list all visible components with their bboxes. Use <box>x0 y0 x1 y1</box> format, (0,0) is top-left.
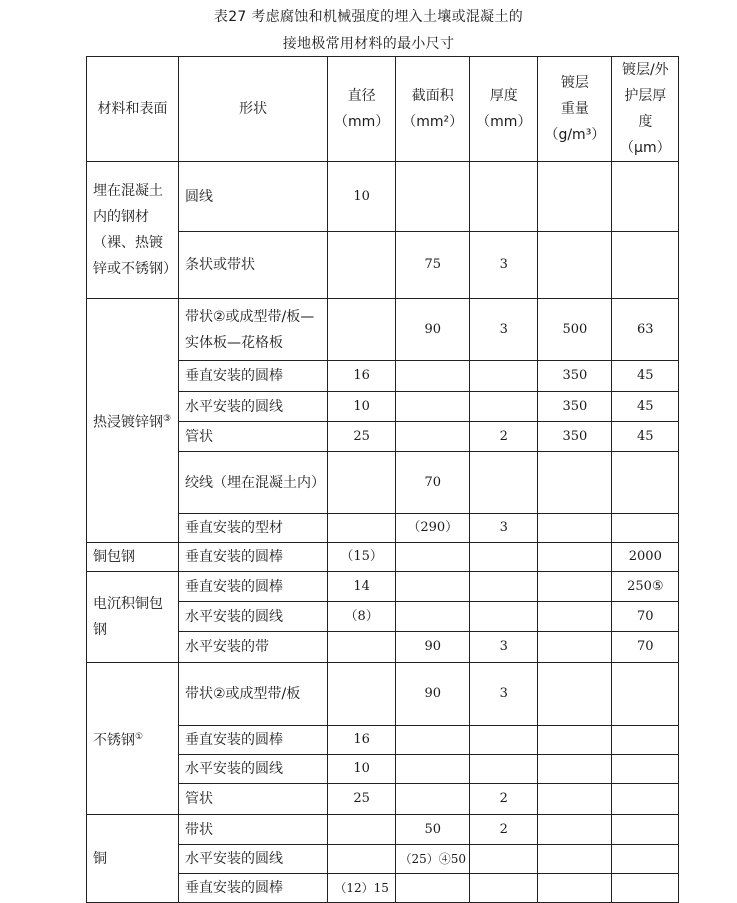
thickness-cell: 3 <box>470 514 538 543</box>
min-size-table <box>86 56 679 903</box>
area-cell: （25）④50 <box>396 845 470 874</box>
diameter-cell: （8） <box>328 602 396 632</box>
material-cell: 热浸镀锌钢③ <box>87 299 179 543</box>
coat-cell: 250⑤ <box>612 572 679 602</box>
coat-cell <box>612 815 679 845</box>
diameter-cell <box>328 232 396 299</box>
thickness-cell <box>470 572 538 602</box>
header-coating-weight: 镀层 重量 （g/m³） <box>538 57 612 162</box>
header-area: 截面积 （mm²） <box>396 57 470 162</box>
diameter-cell: （15） <box>328 543 396 572</box>
area-cell: 90 <box>396 632 470 663</box>
weight-cell <box>538 726 612 755</box>
thickness-cell: 2 <box>470 815 538 845</box>
shape-cell: 圆线 <box>179 162 328 232</box>
area-cell <box>396 755 470 784</box>
material-cell: 埋在混凝土内的钢材（裸、热镀锌或不锈钢） <box>87 162 179 299</box>
diameter-cell: 16 <box>328 726 396 755</box>
diameter-cell <box>328 299 396 361</box>
coat-cell <box>612 784 679 815</box>
weight-cell <box>538 845 612 874</box>
shape-cell: 水平安装的圆线 <box>179 602 328 632</box>
diameter-cell: （12）15 <box>328 874 396 903</box>
area-cell: （290） <box>396 514 470 543</box>
footnote-mark: ① <box>135 731 144 742</box>
table-row <box>87 162 679 232</box>
area-cell <box>396 602 470 632</box>
shape-cell: 绞线（埋在混凝土内） <box>179 452 328 514</box>
thickness-cell <box>470 845 538 874</box>
header-row <box>87 57 679 162</box>
shape-cell: 带状②或成型带/板—实体板—花格板 <box>179 299 328 361</box>
shape-cell: 带状②或成型带/板 <box>179 663 328 726</box>
diameter-cell: 10 <box>328 755 396 784</box>
thickness-cell <box>470 726 538 755</box>
weight-cell <box>538 602 612 632</box>
diameter-cell <box>328 452 396 514</box>
material-cell: 铜 <box>87 815 179 903</box>
weight-cell <box>538 755 612 784</box>
weight-cell <box>538 572 612 602</box>
thickness-cell: 3 <box>470 232 538 299</box>
weight-cell: 350 <box>538 392 612 422</box>
area-cell <box>396 784 470 815</box>
area-cell <box>396 572 470 602</box>
table-row <box>87 543 679 572</box>
shape-cell: 垂直安装的圆棒 <box>179 572 328 602</box>
header-coating-thickness: 镀层/外 护层厚度 （μm） <box>612 57 679 162</box>
header-diameter: 直径 （mm） <box>328 57 396 162</box>
coat-cell <box>612 663 679 726</box>
coat-cell: 45 <box>612 361 679 392</box>
area-cell: 70 <box>396 452 470 514</box>
material-cell: 电沉积铜包钢 <box>87 572 179 663</box>
header-material: 材料和表面 <box>87 57 179 162</box>
table-title-line2: 接地极常用材料的最小尺寸 <box>282 36 455 52</box>
weight-cell: 500 <box>538 299 612 361</box>
shape-cell: 垂直安装的型材 <box>179 514 328 543</box>
coat-cell <box>612 755 679 784</box>
area-cell: 90 <box>396 299 470 361</box>
weight-cell <box>538 452 612 514</box>
diameter-cell: 10 <box>328 162 396 232</box>
area-cell <box>396 361 470 392</box>
header-thickness: 厚度 （mm） <box>470 57 538 162</box>
shape-cell: 水平安装的圆线 <box>179 392 328 422</box>
weight-cell <box>538 663 612 726</box>
coat-cell: 2000 <box>612 543 679 572</box>
weight-cell <box>538 543 612 572</box>
area-cell <box>396 162 470 232</box>
coat-cell <box>612 726 679 755</box>
footnote-mark: ③ <box>163 413 172 424</box>
thickness-cell: 3 <box>470 663 538 726</box>
area-cell <box>396 874 470 903</box>
diameter-cell: 10 <box>328 392 396 422</box>
area-cell <box>396 543 470 572</box>
weight-cell: 350 <box>538 361 612 392</box>
material-cell: 不锈钢① <box>87 663 179 815</box>
weight-cell: 350 <box>538 422 612 452</box>
coat-cell <box>612 514 679 543</box>
thickness-cell <box>470 361 538 392</box>
table-row <box>87 299 679 361</box>
thickness-cell: 2 <box>470 784 538 815</box>
shape-cell: 水平安装的圆线 <box>179 845 328 874</box>
table-title-line1: 表27 考虑腐蚀和机械强度的埋入土壤或混凝土的 <box>213 9 524 25</box>
weight-cell <box>538 514 612 543</box>
shape-cell: 垂直安装的圆棒 <box>179 361 328 392</box>
shape-cell: 垂直安装的圆棒 <box>179 543 328 572</box>
thickness-cell: 3 <box>470 632 538 663</box>
coat-cell: 45 <box>612 422 679 452</box>
shape-cell: 垂直安装的圆棒 <box>179 726 328 755</box>
thickness-cell <box>470 755 538 784</box>
thickness-cell: 2 <box>470 422 538 452</box>
coat-cell <box>612 452 679 514</box>
shape-cell: 水平安装的圆线 <box>179 755 328 784</box>
thickness-cell <box>470 543 538 572</box>
diameter-cell: 25 <box>328 422 396 452</box>
coat-cell: 70 <box>612 602 679 632</box>
thickness-cell <box>470 602 538 632</box>
coat-cell <box>612 845 679 874</box>
shape-cell: 管状 <box>179 784 328 815</box>
coat-cell: 70 <box>612 632 679 663</box>
table-row <box>87 663 679 726</box>
shape-cell: 水平安装的带 <box>179 632 328 663</box>
diameter-cell: 16 <box>328 361 396 392</box>
diameter-cell: 14 <box>328 572 396 602</box>
area-cell <box>396 392 470 422</box>
shape-cell: 垂直安装的圆棒 <box>179 874 328 903</box>
material-cell: 铜包钢 <box>87 543 179 572</box>
table-row <box>87 815 679 845</box>
area-cell: 50 <box>396 815 470 845</box>
shape-cell: 带状 <box>179 815 328 845</box>
area-cell: 75 <box>396 232 470 299</box>
shape-cell: 管状 <box>179 422 328 452</box>
shape-cell: 条状或带状 <box>179 232 328 299</box>
weight-cell <box>538 162 612 232</box>
diameter-cell <box>328 514 396 543</box>
coat-cell <box>612 874 679 903</box>
weight-cell <box>538 632 612 663</box>
weight-cell <box>538 874 612 903</box>
diameter-cell <box>328 632 396 663</box>
area-cell <box>396 726 470 755</box>
coat-cell <box>612 162 679 232</box>
coat-cell: 45 <box>612 392 679 422</box>
header-shape: 形状 <box>179 57 328 162</box>
weight-cell <box>538 784 612 815</box>
weight-cell <box>538 232 612 299</box>
diameter-cell: 25 <box>328 784 396 815</box>
area-cell: 90 <box>396 663 470 726</box>
weight-cell <box>538 815 612 845</box>
thickness-cell <box>470 874 538 903</box>
thickness-cell <box>470 392 538 422</box>
thickness-cell: 3 <box>470 299 538 361</box>
coat-cell <box>612 232 679 299</box>
thickness-cell <box>470 452 538 514</box>
diameter-cell <box>328 845 396 874</box>
area-cell <box>396 422 470 452</box>
diameter-cell <box>328 815 396 845</box>
thickness-cell <box>470 162 538 232</box>
diameter-cell <box>328 663 396 726</box>
coat-cell: 63 <box>612 299 679 361</box>
table-row <box>87 572 679 602</box>
